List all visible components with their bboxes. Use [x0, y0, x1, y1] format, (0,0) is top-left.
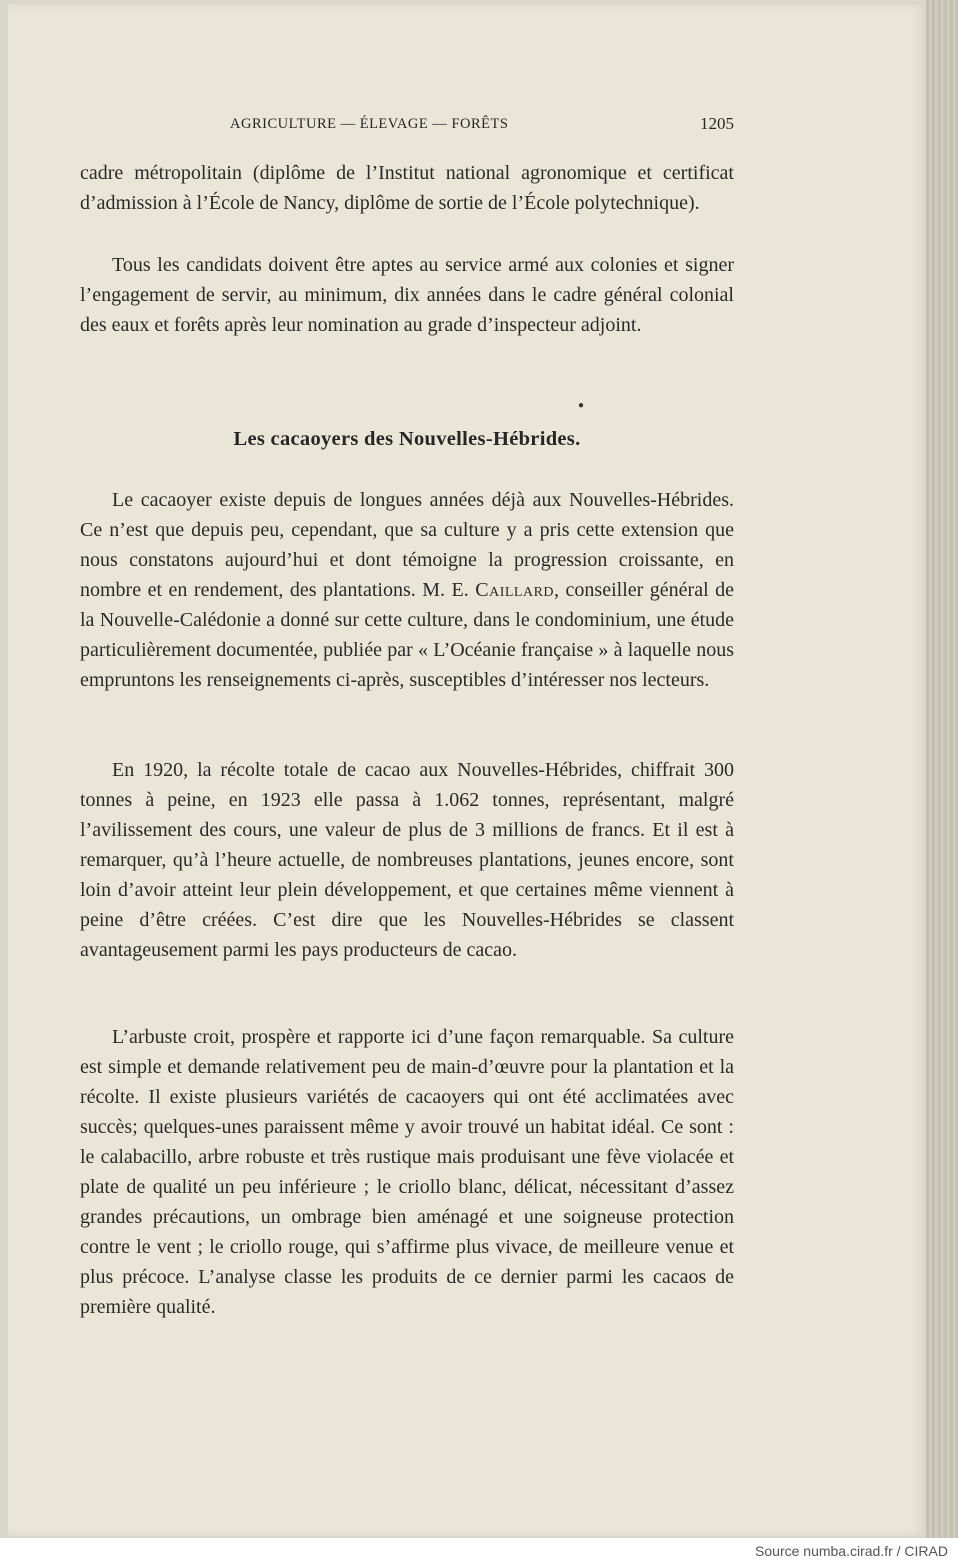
book-page-edges [926, 0, 958, 1538]
page-number: 1205 [700, 114, 734, 133]
paragraph-5: L’arbuste croit, prospère et rapporte ici d’une façon remarquable. Sa culture est simple et demande relativement peu de main-d’œuvre pour la plantation et la récolte. Il existe plusieurs variétés de cacaoyers qui ont été acclimatées avec succès; quelques-unes paraissent même y avoir trouvé un habitat idéal. Ce sont : le calabacillo, arbre robuste et très rustique mais produisant une fève violacée et plate de qualité un peu inférieure ; le criollo blanc, délicat, nécessitant d’assez grandes précautions, un ombrage bien aménagé et une soigneuse protection contre le vent ; le criollo rouge, qui s’affirme plus vivace, de meilleure venue et plus précoce. L’analyse classe les produits de ce dernier parmi les cacaos de première qualité. [80, 1026, 734, 1318]
running-header: AGRICULTURE — ÉLEVAGE — FORÊTS [230, 116, 509, 132]
source-credit: Source numba.cirad.fr / CIRAD [755, 1543, 948, 1559]
author-name: Caillard [475, 579, 555, 601]
paragraph-4: En 1920, la récolte totale de cacao aux Nouvelles-Hébrides, chiffrait 300 tonnes à peine, en 1923 elle passa à 1.062 tonnes, représentant, malgré l’avilissement des cours, une valeur de plus de 3 millions de francs. Et il est à remarquer, qu’à l’heure actuelle, de nombreuses plantations, jeunes encore, sont loin d’avoir atteint leur plein développement, et que certaines même viennent à peine d’être créées. C’est dire que les Nouvelles-Hébrides se classent avantageusement parmi les pays producteurs de cacao. [80, 759, 734, 961]
paragraph-3-text-a: Le cacaoyer existe depuis de longues années déjà aux Nouvelles-Hébrides. Ce n’est que depuis peu, cependant, que sa culture y a pris cette extension que nous constatons aujourd’hui et dont témoigne la progression croissante, en nombre et en rendement, des plantations. M. E. [80, 489, 734, 601]
paragraph-1: cadre métropolitain (diplôme de l’Institut national agronomique et certificat d’admission à l’École de Nancy, diplôme de sortie de l’École polytechnique). [80, 162, 734, 214]
paragraph-3 [80, 485, 734, 695]
section-title: Les cacaoyers des Nouvelles-Hébrides. [233, 428, 581, 450]
bullet-ornament-icon: ● [578, 400, 585, 411]
paragraph-2: Tous les candidats doivent être aptes au service armé aux colonies et signer l’engagement de servir, au minimum, dix années dans le cadre général colonial des eaux et forêts après leur nomination au grade d’inspecteur adjoint. [80, 254, 734, 336]
paragraph-3-text-b: , conseiller général de la Nouvelle-Calédonie a donné sur cette culture, dans le condominium, une étude particulièrement documentée, publiée par « L’Océanie française » à laquelle nous empruntons les renseignements ci-après, susceptibles d’intéresser nos lecteurs. [80, 579, 735, 691]
